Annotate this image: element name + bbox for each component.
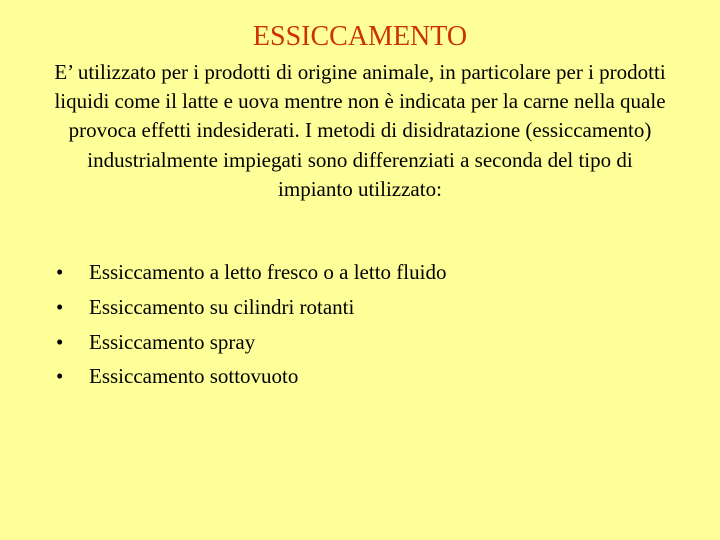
bullet-item [56, 325, 446, 360]
bullet-item [56, 359, 446, 394]
bullet-icon: • [56, 364, 64, 389]
bullet-text: Essiccamento sottovuoto [89, 364, 299, 389]
bullet-item [56, 255, 446, 290]
bullet-icon: • [56, 294, 64, 319]
bullet-icon: • [56, 260, 64, 284]
bullet-list [56, 255, 446, 394]
slide-title: ESSICCAMENTO [252, 21, 468, 52]
bullet-item [56, 290, 446, 325]
bullet-text: Essiccamento a letto fresco o a letto fluido [89, 260, 447, 284]
intro-paragraph: E’ utilizzato per i prodotti di origine animale, in particolare per i prodotti liquidi come il latte e uova mentre non è indicata per la carne nella quale provoca effetti indesiderati. I metodi di disidratazione (essiccamento) industrialmente impiegati sono differenziati a seconda del tipo di impianto utilizzato: [54, 60, 666, 201]
bullet-text: Essiccamento su cilindri rotanti [89, 294, 355, 319]
bullet-text: Essiccamento spray [89, 329, 256, 354]
bullet-icon: • [56, 329, 64, 354]
